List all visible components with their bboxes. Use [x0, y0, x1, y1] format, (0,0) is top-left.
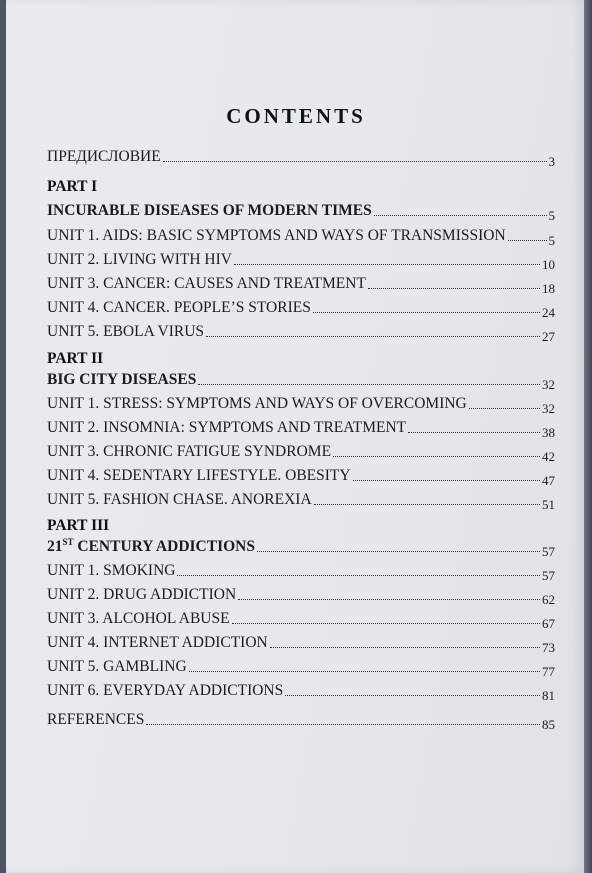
toc-entry	[47, 323, 555, 344]
toc-page-number: 42	[542, 449, 555, 464]
dot-leader	[206, 336, 540, 337]
dot-leader	[314, 504, 540, 505]
toc-page-number: 10	[542, 257, 555, 272]
part-heading: PART III	[47, 517, 110, 534]
toc-entry-label: UNIT 3. CANCER: CAUSES AND TREATMENT	[47, 275, 366, 292]
toc-entry-label: UNIT 3. CHRONIC FATIGUE SYNDROME	[47, 443, 332, 460]
dot-leader	[232, 623, 540, 624]
toc-page-number: 73	[542, 640, 555, 655]
dot-leader	[353, 480, 540, 481]
toc-entry-label: UNIT 6. EVERYDAY ADDICTIONS	[47, 682, 284, 699]
toc-entry	[47, 299, 555, 320]
toc-page-number: 67	[542, 616, 555, 631]
toc-page-number: 85	[542, 717, 555, 732]
toc-entry	[47, 658, 555, 679]
toc-entry-label: UNIT 2. INSOMNIA: SYMPTOMS AND TREATMENT	[47, 419, 407, 436]
part-title-row	[47, 371, 555, 392]
dot-leader	[270, 647, 540, 648]
toc-entry-label: UNIT 1. STRESS: SYMPTOMS AND WAYS OF OVERCOMING	[47, 395, 467, 412]
part-title-text: CENTURY ADDICTIONS	[73, 538, 255, 555]
dot-leader	[508, 240, 547, 241]
toc-entry	[47, 562, 555, 583]
toc-page-number: 18	[542, 281, 555, 296]
dot-leader	[469, 408, 540, 409]
toc-entry-label: UNIT 5. EBOLA VIRUS	[47, 323, 205, 340]
toc-entry	[47, 443, 555, 464]
toc-entry	[47, 634, 555, 655]
toc-page-number: 32	[542, 377, 555, 392]
dot-leader	[189, 671, 540, 672]
toc-entry-label: UNIT 1. SMOKING	[47, 562, 176, 579]
toc-entry	[47, 586, 555, 607]
toc-page-number: 5	[548, 208, 555, 223]
toc-page-number: 51	[542, 497, 555, 512]
dot-leader	[198, 384, 540, 385]
page-edge	[584, 0, 592, 873]
toc-page-number: 57	[542, 568, 555, 583]
part-heading: PART II	[47, 350, 104, 367]
toc-entry-label: REFERENCES	[47, 711, 145, 728]
toc-page-number: 81	[542, 688, 555, 703]
toc-entry-label: UNIT 1. AIDS: BASIC SYMPTOMS AND WAYS OF TRANSMISSION	[47, 227, 506, 244]
dot-leader	[374, 215, 547, 216]
part-title-row	[47, 202, 555, 223]
toc-entry-label: UNIT 4. INTERNET ADDICTION	[47, 634, 268, 651]
part-title-superscript: ST	[62, 536, 74, 547]
toc-entry	[47, 251, 555, 272]
dot-leader	[163, 161, 547, 162]
toc-page-number: 62	[542, 592, 555, 607]
dot-leader	[234, 264, 540, 265]
toc-page-number: 77	[542, 664, 555, 679]
toc-entry-references	[47, 711, 555, 732]
toc-entry-label: UNIT 5. GAMBLING	[47, 658, 187, 675]
toc-entry-label: UNIT 2. DRUG ADDICTION	[47, 586, 237, 603]
part-title	[47, 538, 255, 556]
toc-entry	[47, 395, 555, 416]
toc-entry-label: UNIT 2. LIVING WITH HIV	[47, 251, 232, 268]
toc-entry-label: UNIT 5. FASHION CHASE. ANOREXIA	[47, 491, 312, 508]
part-title: INCURABLE DISEASES OF MODERN TIMES	[47, 202, 372, 219]
dot-leader	[408, 432, 540, 433]
dot-leader	[146, 724, 540, 725]
toc-entry-label: UNIT 4. CANCER. PEOPLE’S STORIES	[47, 299, 311, 316]
toc-entry-preface	[47, 148, 555, 169]
toc-entry-label: ПРЕДИСЛОВИЕ	[47, 148, 161, 165]
toc-page-number: 5	[548, 233, 555, 248]
page-title: CONTENTS	[226, 104, 366, 128]
toc-entry	[47, 467, 555, 488]
toc-entry-label: UNIT 4. SEDENTARY LIFESTYLE. OBESITY	[47, 467, 351, 484]
dot-leader	[238, 599, 540, 600]
toc-entry	[47, 610, 555, 631]
dot-leader	[257, 551, 540, 552]
dot-leader	[177, 575, 540, 576]
part-title: BIG CITY DISEASES	[47, 371, 197, 388]
dot-leader	[313, 312, 540, 313]
toc-page-number: 24	[542, 305, 555, 320]
toc-entry	[47, 491, 555, 512]
dot-leader	[285, 695, 540, 696]
toc-page-number: 57	[542, 544, 555, 559]
toc-entry	[47, 227, 555, 248]
toc-entry	[47, 275, 555, 296]
toc-page-number: 3	[548, 154, 555, 169]
dot-leader	[333, 456, 540, 457]
toc-entry	[47, 419, 555, 440]
toc-page-number: 32	[542, 401, 555, 416]
part-title-row	[47, 536, 555, 559]
toc-page-number: 47	[542, 473, 555, 488]
toc-page-number: 38	[542, 425, 555, 440]
toc-entry-label: UNIT 3. ALCOHOL ABUSE	[47, 610, 230, 627]
dot-leader	[368, 288, 540, 289]
toc-page-number: 27	[542, 329, 555, 344]
part-title-number: 21	[47, 538, 63, 555]
toc-entry	[47, 682, 555, 703]
part-heading: PART I	[47, 178, 98, 195]
